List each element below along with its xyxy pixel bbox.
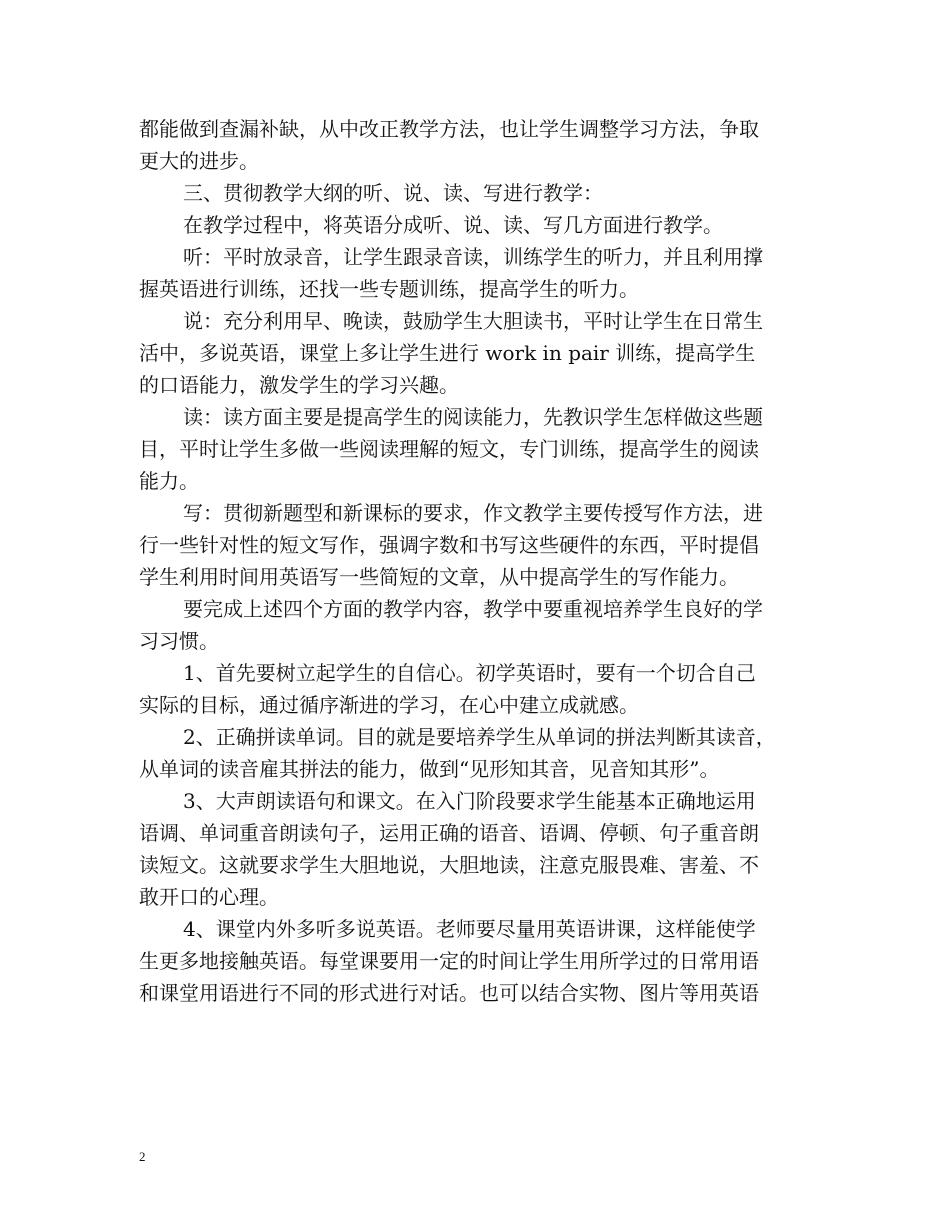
paragraph-listening: 听：平时放录音，让学生跟录音读，训练学生的听力，并且利用撑 (183, 245, 763, 269)
paragraph-reading: 读：读方面主要是提高学生的阅读能力，先教识学生怎样做这些题 (183, 405, 763, 429)
text-line: 行一些针对性的短文写作，强调字数和书写这些硬件的东西，平时提倡 (139, 533, 759, 557)
paragraph-writing: 写：贯彻新题型和新课标的要求，作文教学主要传授写作方法，进 (183, 501, 763, 525)
paragraph-speaking: 说：充分利用早、晚读，鼓励学生大胆读书，平时让学生在日常生 (183, 309, 763, 333)
text-line: 目，平时让学生多做一些阅读理解的短文，专门训练，提高学生的阅读 (139, 437, 759, 461)
text-line: 都能做到查漏补缺，从中改正教学方法，也让学生调整学习方法，争取 (139, 117, 759, 141)
text-line: 语调、单词重音朗读句子，运用正确的语音、语调、停顿、句子重音朗 (139, 821, 759, 845)
list-item-2: 2、正确拼读单词。目的就是要培养学生从单词的拼法判断其读音， (183, 725, 776, 749)
text-line: 和课堂用语进行不同的形式进行对话。也可以结合实物、图片等用英语 (139, 981, 759, 1005)
text-line: 习习惯。 (139, 629, 219, 653)
text-line: 敢开口的心理。 (139, 885, 279, 909)
text-line: 从单词的读音雇其拼法的能力，做到“见形知其音，见音知其形”。 (139, 757, 720, 781)
text-line: 实际的目标，通过循序渐进的学习，在心中建立成就感。 (139, 693, 639, 717)
text-line: 学生利用时间用英语写一些简短的文章，从中提高学生的写作能力。 (139, 565, 739, 589)
section-heading: 三、贯彻教学大纲的听、说、读、写进行教学： (183, 181, 603, 205)
list-item-3: 3、大声朗读语句和课文。在入门阶段要求学生能基本正确地运用 (183, 789, 756, 813)
text-line: 的口语能力，激发学生的学习兴趣。 (139, 373, 459, 397)
body-text (139, 113, 829, 1009)
text-line: 能力。 (139, 469, 199, 493)
list-item-4: 4、课堂内外多听多说英语。老师要尽量用英语讲课，这样能使学 (183, 917, 756, 941)
page-number: 2 (139, 1149, 146, 1164)
text-line: 握英语进行训练，还找一些专题训练，提高学生的听力。 (139, 277, 639, 301)
text-line: 读短文。这就要求学生大胆地说，大胆地读，注意克服畏难、害羞、不 (139, 853, 759, 877)
list-item-1: 1、首先要树立起学生的自信心。初学英语时，要有一个切合自己 (183, 661, 756, 685)
text-line: 更大的进步。 (139, 149, 259, 173)
paragraph-habits: 要完成上述四个方面的教学内容，教学中要重视培养学生良好的学 (183, 597, 763, 621)
text-line: 活中，多说英语，课堂上多让学生进行 work in pair 训练，提高学生 (139, 341, 756, 365)
text-line: 在教学过程中，将英语分成听、说、读、写几方面进行教学。 (183, 213, 723, 237)
text-line: 生更多地接触英语。每堂课要用一定的时间让学生用所学过的日常用语 (139, 949, 759, 973)
